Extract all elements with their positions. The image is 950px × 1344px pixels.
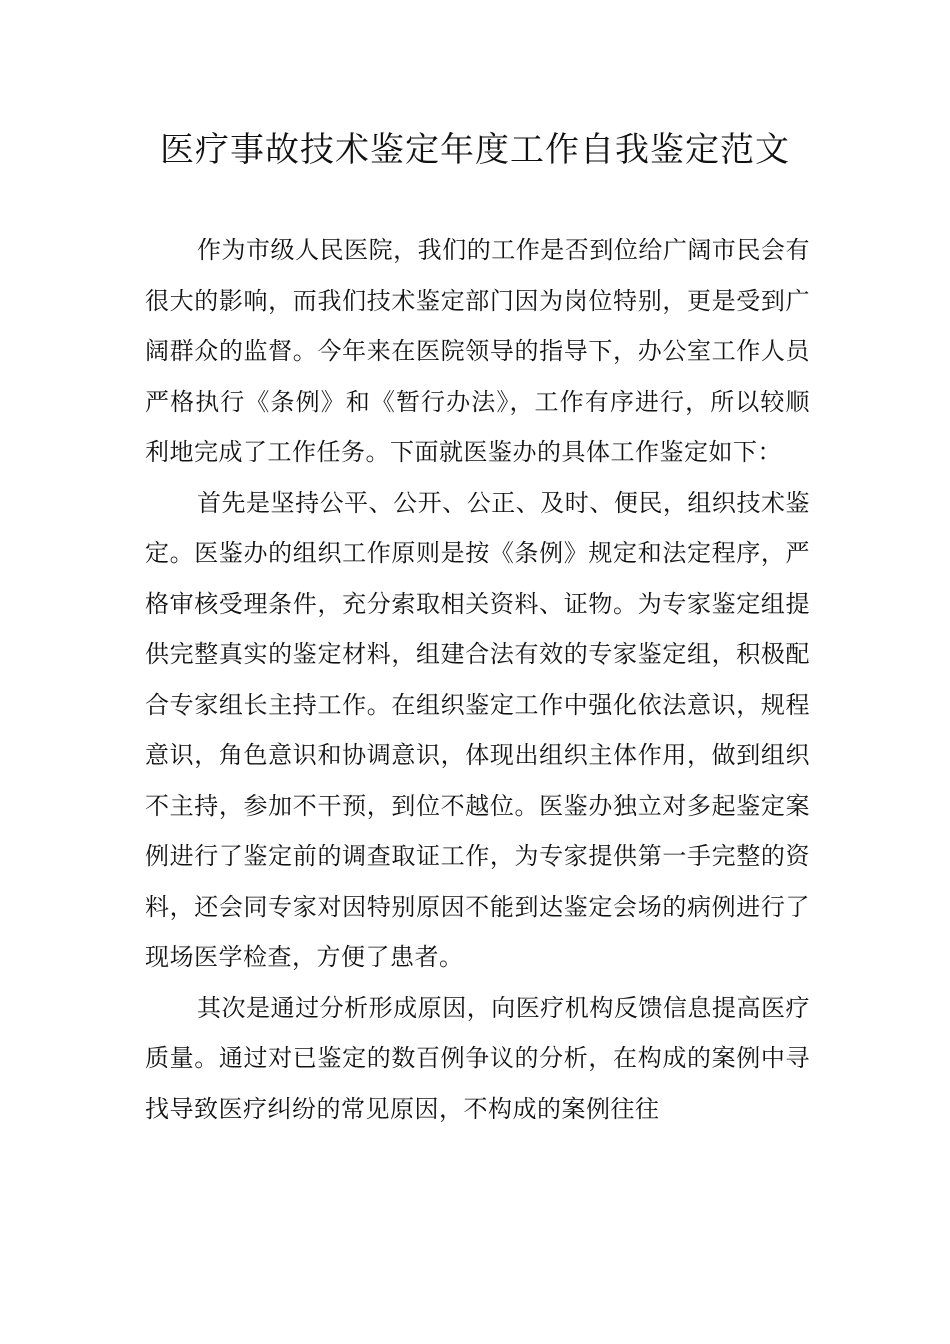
document-title: 医疗事故技术鉴定年度工作自我鉴定范文: [160, 130, 790, 170]
paragraph-2: 首先是坚持公平、公开、公正、及时、便民，组织技术鉴定。医鉴办的组织工作原则是按《条例》规定和法定程序，严格审核受理条件，充分索取相关资料、证物。为专家鉴定组提供完整真实的鉴定材料，组建合法有效的专家鉴定组，积极配合专家组长主持工作。在组织鉴定工作中强化依法意识，规程意识，角色意识和协调意识，体现出组织主体作用，做到组织不主持，参加不干预，到位不越位。医鉴办独立对多起鉴定案例进行了鉴定前的调查取证工作，为专家提供第一手完整的资料，还会同专家对因特别原因不能到达鉴定会场的病例进行了现场医学检查，方便了患者。: [145, 488, 810, 971]
paragraph-1: 作为市级人民医院，我们的工作是否到位给广阔市民会有很大的影响，而我们技术鉴定部门因为岗位特别，更是受到广阔群众的监督。今年来在医院领导的指导下，办公室工作人员严格执行《条例》和《暂行办法》，工作有序进行，所以较顺利地完成了工作任务。下面就医鉴办的具体工作鉴定如下：: [145, 236, 810, 466]
document-body: [145, 225, 810, 1134]
paragraph-3: 其次是通过分析形成原因，向医疗机构反馈信息提高医疗质量。通过对已鉴定的数百例争议的分析，在构成的案例中寻找导致医疗纠纷的常见原因，不构成的案例往往: [145, 993, 810, 1123]
